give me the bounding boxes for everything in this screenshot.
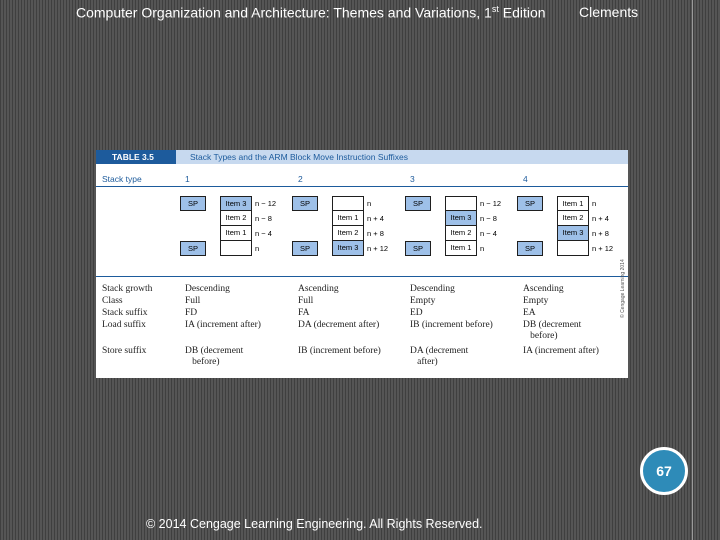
table-caption: Stack Types and the ARM Block Move Instruction Suffixes (190, 152, 408, 162)
stack-item-cell (220, 241, 252, 256)
stack-item-cell: Item 3 (557, 226, 589, 241)
row-value-cell: FD (185, 308, 198, 318)
stack-address-label: n − 8 (480, 214, 497, 223)
title-end-text: Edition (498, 4, 546, 21)
row-label: Stack suffix (102, 308, 148, 318)
stack-item-cell: Item 2 (332, 226, 364, 241)
row-value-cell: EA (523, 308, 536, 318)
slide-title (76, 4, 546, 21)
stack-address-label: n − 8 (255, 214, 272, 223)
row-value-cell: Descending (410, 284, 455, 294)
stack-item-cell (445, 196, 477, 211)
stack-item-cell: Item 1 (332, 211, 364, 226)
row-value-cell: Ascending (298, 284, 339, 294)
row-value-cell: DB (decrement before) (523, 320, 582, 341)
stack-address-label: n + 12 (367, 244, 389, 253)
stack-address-label: n − 4 (255, 229, 272, 238)
row-label: Stack growth (102, 284, 153, 294)
footer-copyright: © 2014 Cengage Learning Engineering. All Rights Reserved. (146, 517, 483, 531)
stack-item-cell: Item 3 (332, 241, 364, 256)
stack-address-label: n − 12 (255, 199, 277, 208)
row-value-cell: Ascending (523, 284, 564, 294)
sp-box-top-1: SP (180, 196, 206, 211)
stack-item-cell: Item 1 (445, 241, 477, 256)
row-label: Load suffix (102, 320, 146, 330)
table-divider (96, 276, 628, 277)
right-border-rail (692, 0, 720, 540)
stack-address-label: n + 12 (592, 244, 614, 253)
table-number: TABLE 3.5 (96, 150, 176, 164)
stack-item-cell (332, 196, 364, 211)
row-value-cell: Empty (523, 296, 549, 306)
stack-item-cell: Item 3 (220, 196, 252, 211)
stack-item-cell (557, 241, 589, 256)
stack-item-cell: Item 2 (445, 226, 477, 241)
column-header-1: 1 (185, 174, 190, 184)
row-value-cell: DA (decrement after) (298, 320, 380, 330)
sp-box-top-4: SP (517, 196, 543, 211)
page-number-badge: 67 (640, 447, 688, 495)
row-value-cell: ED (410, 308, 423, 318)
stack-address-label: n (480, 244, 485, 253)
stack-type-row (96, 172, 628, 187)
stack-address-label: n + 4 (592, 214, 609, 223)
row-value-cell: Empty (410, 296, 436, 306)
sp-box-bottom-4: SP (517, 241, 543, 256)
stack-address-label: n − 12 (480, 199, 502, 208)
stack-address-label: n + 8 (592, 229, 609, 238)
sp-box-top-3: SP (405, 196, 431, 211)
title-main-text: Computer Organization and Architecture: Themes and Variations, 1 (76, 4, 492, 21)
row-value-cell: DB (decrement before) (185, 346, 244, 367)
stack-item-cell: Item 2 (557, 211, 589, 226)
stack-address-label: n − 4 (480, 229, 497, 238)
row-value-cell: IA (increment after) (185, 320, 261, 330)
row-value-cell: Full (298, 296, 314, 306)
sp-box-bottom-2: SP (292, 241, 318, 256)
sp-box-bottom-3: SP (405, 241, 431, 256)
sp-box-bottom-1: SP (180, 241, 206, 256)
table-side-note: © Cengage Learning 2014 (620, 259, 626, 318)
column-header-4: 4 (523, 174, 528, 184)
row-value-cell: FA (298, 308, 310, 318)
stack-address-label: n + 4 (367, 214, 384, 223)
stack-type-label: Stack type (102, 174, 142, 184)
row-label: Class (102, 296, 123, 306)
stack-item-cell: Item 1 (557, 196, 589, 211)
sp-box-top-2: SP (292, 196, 318, 211)
row-value-cell: DA (decrement after) (410, 346, 469, 367)
row-value-cell: IB (increment before) (298, 346, 381, 356)
stack-item-cell: Item 1 (220, 226, 252, 241)
column-header-3: 3 (410, 174, 415, 184)
title-superscript: st (491, 4, 499, 14)
stack-item-cell: Item 3 (445, 211, 477, 226)
row-value-cell: Full (185, 296, 201, 306)
stack-address-label: n + 8 (367, 229, 384, 238)
column-header-2: 2 (298, 174, 303, 184)
row-value-cell: Descending (185, 284, 230, 294)
stack-address-label: n (255, 244, 260, 253)
slide-author: Clements (579, 4, 639, 20)
stack-address-label: n (367, 199, 372, 208)
row-value-cell: IA (increment after) (523, 346, 599, 356)
row-label: Store suffix (102, 346, 147, 356)
row-value-cell: IB (increment before) (410, 320, 493, 330)
stack-item-cell: Item 2 (220, 211, 252, 226)
stack-address-label: n (592, 199, 597, 208)
stack-types-table (96, 150, 628, 378)
